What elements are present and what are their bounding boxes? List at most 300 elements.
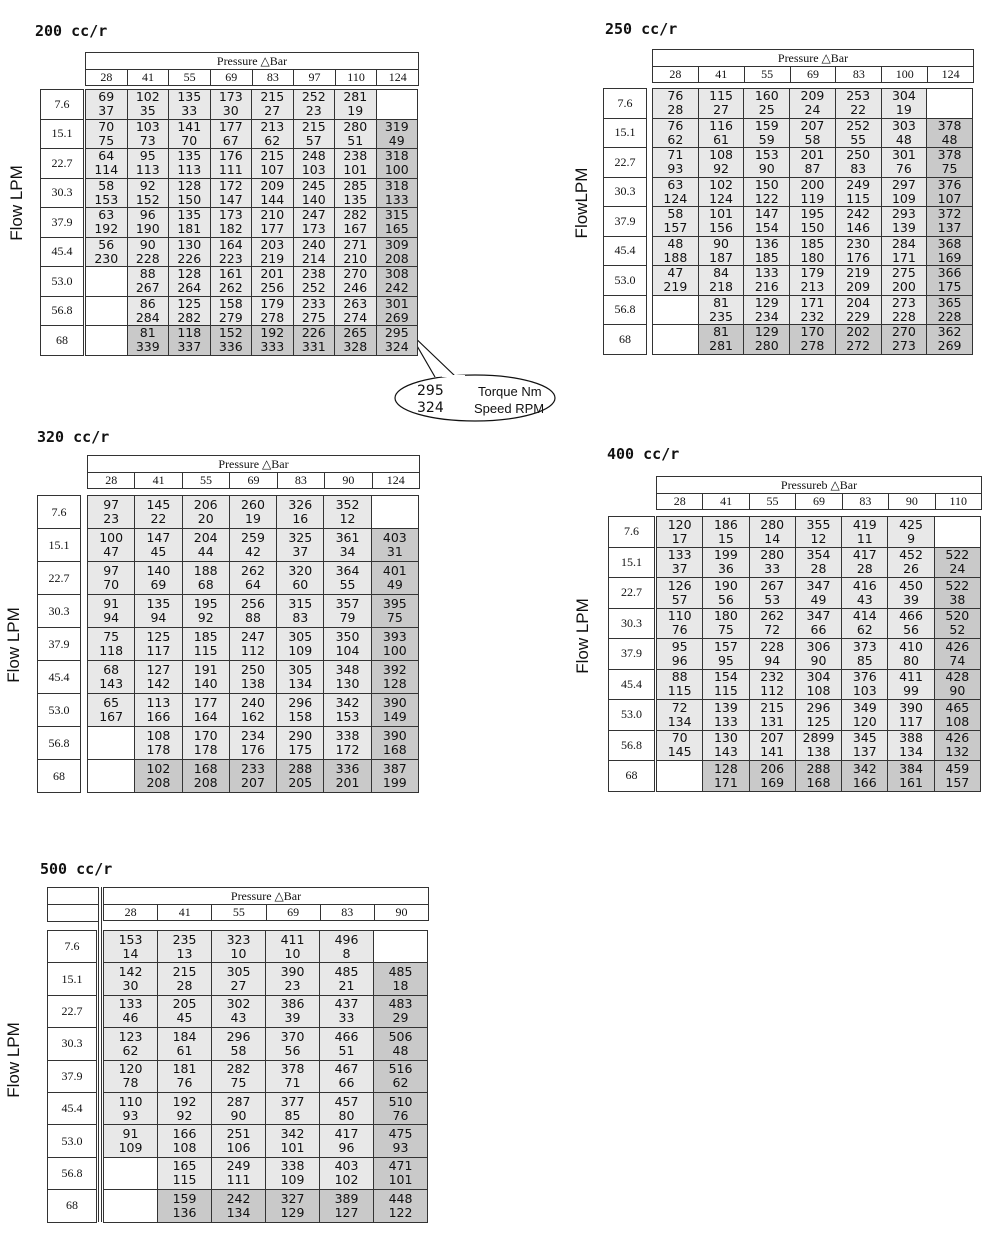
torque-speed-cell <box>211 179 253 209</box>
torque-speed-cell <box>266 1190 320 1222</box>
speed-value: 39 <box>284 1010 301 1026</box>
torque-value: 373 <box>852 638 877 654</box>
flow-axis-label: Flow LPM <box>4 607 23 683</box>
torque-value: 81 <box>713 324 729 340</box>
flow-row-header: 68 <box>38 760 80 793</box>
torque-value: 365 <box>937 294 962 310</box>
speed-value: 27 <box>230 978 247 994</box>
flow-row-header: 30.3 <box>48 1028 96 1060</box>
torque-value: 203 <box>260 236 285 252</box>
torque-value: 242 <box>846 206 871 222</box>
speed-value: 19 <box>347 103 364 119</box>
torque-value: 113 <box>146 695 171 710</box>
torque-value: 465 <box>945 699 970 715</box>
callout-torque-label: Torque Nm <box>478 384 542 399</box>
table-row <box>88 628 419 661</box>
speed-value: 48 <box>392 1042 409 1058</box>
torque-value: 195 <box>193 596 218 611</box>
torque-speed-cell <box>653 237 699 267</box>
torque-value: 179 <box>800 265 825 281</box>
torque-speed-cell <box>266 1061 320 1093</box>
torque-value: 287 <box>226 1093 251 1109</box>
flow-column <box>608 516 655 792</box>
speed-value: 80 <box>338 1107 355 1123</box>
torque-speed-cell <box>169 149 211 179</box>
speed-value: 228 <box>937 308 962 324</box>
torque-value: 522 <box>945 547 970 563</box>
torque-speed-cell <box>927 237 973 267</box>
torque-speed-cell <box>790 296 836 326</box>
torque-speed-cell <box>703 578 749 609</box>
torque-speed-cell <box>703 609 749 640</box>
torque-value: 133 <box>118 996 143 1012</box>
torque-speed-cell <box>88 628 135 661</box>
speed-value: 181 <box>177 221 202 237</box>
speed-value: 55 <box>850 131 867 147</box>
table-row <box>104 1028 428 1060</box>
torque-value: 172 <box>218 177 243 193</box>
torque-speed-cell <box>211 208 253 238</box>
torque-value: 168 <box>193 761 218 776</box>
empty-cell <box>653 296 699 326</box>
torque-speed-cell <box>377 326 419 356</box>
torque-value: 280 <box>760 516 785 532</box>
torque-value: 262 <box>241 563 265 578</box>
pressure-column-header: 124 <box>927 67 973 82</box>
speed-value: 75 <box>230 1075 247 1091</box>
speed-value: 55 <box>339 577 356 592</box>
torque-value: 228 <box>760 638 785 654</box>
speed-value: 228 <box>135 250 160 266</box>
torque-speed-cell <box>927 296 973 326</box>
speed-value: 156 <box>709 220 733 236</box>
torque-speed-cell <box>320 963 374 995</box>
torque-value: 176 <box>218 148 243 164</box>
empty-cell <box>88 727 135 760</box>
speed-value: 27 <box>264 103 281 119</box>
speed-value: 262 <box>218 280 243 296</box>
table-title: 500 cc/r <box>40 860 113 878</box>
table-row <box>657 670 981 701</box>
speed-value: 140 <box>301 191 326 207</box>
speed-value: 90 <box>230 1107 247 1123</box>
torque-value: 116 <box>709 117 733 133</box>
torque-speed-cell <box>266 931 320 963</box>
torque-value: 372 <box>937 206 962 222</box>
torque-value: 142 <box>118 964 143 980</box>
torque-value: 177 <box>193 695 218 710</box>
torque-speed-cell <box>703 731 749 762</box>
speed-value: 337 <box>177 339 202 355</box>
speed-value: 107 <box>937 190 962 206</box>
speed-value: 275 <box>301 309 326 325</box>
torque-value: 115 <box>709 88 733 104</box>
torque-value: 92 <box>139 177 156 193</box>
empty-cell <box>377 90 419 120</box>
torque-speed-cell <box>169 179 211 209</box>
speed-value: 281 <box>709 338 733 354</box>
torque-speed-cell <box>750 517 796 548</box>
speed-value: 85 <box>284 1107 301 1123</box>
torque-speed-cell <box>320 1061 374 1093</box>
speed-value: 111 <box>226 1172 251 1188</box>
torque-speed-cell <box>796 761 842 792</box>
torque-speed-cell <box>211 90 253 120</box>
speed-value: 83 <box>292 610 309 625</box>
torque-value: 185 <box>193 629 218 644</box>
speed-value: 37 <box>98 103 115 119</box>
torque-value: 102 <box>146 761 171 776</box>
speed-value: 125 <box>806 713 831 729</box>
speed-value: 45 <box>176 1010 193 1026</box>
torque-speed-cell <box>750 548 796 579</box>
torque-value: 352 <box>335 497 360 512</box>
speed-value: 90 <box>949 683 966 699</box>
speed-value: 53 <box>764 591 781 607</box>
torque-value: 522 <box>945 577 970 593</box>
torque-speed-cell <box>88 694 135 727</box>
torque-speed-cell <box>836 237 882 267</box>
pressure-column-header: 83 <box>835 67 881 82</box>
flow-row-header: 68 <box>609 761 654 792</box>
speed-value: 109 <box>288 643 313 658</box>
speed-value: 34 <box>339 544 356 559</box>
flow-row-header: 15.1 <box>41 120 83 150</box>
torque-speed-cell <box>212 931 266 963</box>
flow-row-header: 45.4 <box>48 1093 96 1125</box>
empty-cell <box>935 517 981 548</box>
torque-speed-cell <box>230 628 277 661</box>
torque-value: 270 <box>343 266 368 282</box>
pressure-column-header: 41 <box>698 67 744 82</box>
flow-axis-label: Flow LPM <box>573 598 592 674</box>
torque-speed-cell <box>86 120 128 150</box>
torque-value: 357 <box>335 596 360 611</box>
torque-speed-cell <box>653 119 699 149</box>
empty-cell <box>86 297 128 327</box>
speed-value: 114 <box>94 162 119 178</box>
torque-speed-cell <box>888 731 934 762</box>
speed-value: 68 <box>197 577 214 592</box>
torque-value: 392 <box>382 662 407 677</box>
pressure-column-header: 124 <box>372 473 419 488</box>
torque-value: 206 <box>193 497 218 512</box>
speed-value: 37 <box>292 544 309 559</box>
speed-value: 280 <box>754 338 779 354</box>
torque-speed-cell <box>377 238 419 268</box>
torque-value: 496 <box>334 931 359 947</box>
table-row <box>657 609 981 640</box>
table-row <box>653 119 973 149</box>
torque-speed-cell <box>266 963 320 995</box>
torque-value: 68 <box>103 662 120 677</box>
speed-value: 104 <box>335 643 360 658</box>
torque-value: 171 <box>800 294 825 310</box>
speed-value: 14 <box>764 530 781 546</box>
speed-value: 30 <box>222 103 239 119</box>
torque-speed-cell <box>266 1158 320 1190</box>
torque-speed-cell <box>104 1125 158 1157</box>
speed-value: 19 <box>245 511 261 526</box>
torque-speed-cell <box>750 578 796 609</box>
torque-value: 152 <box>218 325 243 341</box>
speed-value: 223 <box>218 250 243 266</box>
torque-value: 128 <box>713 760 738 776</box>
table-title: 400 cc/r <box>607 445 680 463</box>
torque-speed-cell <box>183 595 230 628</box>
torque-value: 262 <box>760 608 785 624</box>
speed-value: 273 <box>891 338 916 354</box>
torque-value: 76 <box>667 88 684 104</box>
torque-speed-cell <box>374 963 428 995</box>
torque-speed-cell <box>128 267 170 297</box>
torque-value: 457 <box>334 1093 359 1109</box>
speed-value: 112 <box>760 683 785 699</box>
torque-value: 506 <box>388 1028 413 1044</box>
flow-row-header: 53.0 <box>41 267 83 297</box>
speed-value: 35 <box>139 103 156 119</box>
speed-value: 90 <box>810 652 827 668</box>
flow-row-header: 45.4 <box>609 670 654 701</box>
torque-speed-cell <box>699 237 745 267</box>
speed-value: 38 <box>949 591 966 607</box>
speed-value: 57 <box>671 591 688 607</box>
torque-speed-cell <box>104 1093 158 1125</box>
pressure-column-header: 69 <box>229 473 276 488</box>
speed-value: 47 <box>103 544 120 559</box>
speed-value: 230 <box>94 250 119 266</box>
torque-value: 65 <box>103 695 120 710</box>
torque-speed-cell <box>372 529 419 562</box>
speed-value: 140 <box>193 676 218 691</box>
torque-value: 411 <box>280 931 305 947</box>
torque-value: 129 <box>754 294 779 310</box>
table-row <box>653 325 973 355</box>
speed-value: 108 <box>172 1140 197 1156</box>
speed-value: 139 <box>891 220 916 236</box>
speed-value: 232 <box>800 308 825 324</box>
torque-speed-cell <box>135 727 182 760</box>
torque-speed-cell <box>927 266 973 296</box>
torque-speed-cell <box>158 931 212 963</box>
flow-column <box>40 89 84 356</box>
speed-value: 157 <box>663 220 688 236</box>
torque-speed-cell <box>104 931 158 963</box>
speed-value: 228 <box>891 308 916 324</box>
torque-speed-cell <box>104 963 158 995</box>
torque-speed-cell <box>836 325 882 355</box>
torque-value: 135 <box>146 596 171 611</box>
torque-speed-cell <box>277 562 324 595</box>
torque-value: 306 <box>806 638 831 654</box>
torque-value: 240 <box>241 695 265 710</box>
torque-speed-cell <box>750 700 796 731</box>
torque-speed-cell <box>927 178 973 208</box>
torque-value: 342 <box>852 760 877 776</box>
speed-value: 208 <box>384 250 409 266</box>
speed-value: 118 <box>99 643 124 658</box>
table-row <box>86 149 418 179</box>
speed-value: 58 <box>230 1042 247 1058</box>
pressure-column-header: 28 <box>105 473 118 487</box>
flow-row-header: 56.8 <box>48 1158 96 1190</box>
speed-value: 162 <box>241 709 265 724</box>
speed-value: 73 <box>139 132 156 148</box>
torque-speed-cell <box>128 297 170 327</box>
speed-value: 147 <box>218 191 243 207</box>
speed-value: 75 <box>717 622 734 638</box>
torque-speed-cell <box>212 996 266 1028</box>
torque-speed-cell <box>230 496 277 529</box>
torque-speed-cell <box>158 1190 212 1222</box>
speed-value: 12 <box>339 511 356 526</box>
torque-value: 195 <box>800 206 825 222</box>
speed-value: 10 <box>284 945 301 961</box>
torque-speed-grid <box>103 930 428 1223</box>
flow-row-header: 30.3 <box>604 178 646 208</box>
torque-value: 301 <box>384 295 409 311</box>
speed-value: 166 <box>852 774 877 790</box>
torque-speed-cell <box>212 963 266 995</box>
table-row <box>86 208 418 238</box>
speed-value: 210 <box>343 250 368 266</box>
speed-value: 72 <box>764 622 781 638</box>
torque-value: 395 <box>382 596 407 611</box>
torque-speed-cell <box>703 639 749 670</box>
torque-speed-cell <box>135 694 182 727</box>
torque-value: 252 <box>301 89 326 105</box>
pressure-axis-label: Pressure △Bar <box>653 50 973 67</box>
torque-value: 282 <box>226 1061 251 1077</box>
speed-value: 256 <box>260 280 285 296</box>
pressure-column-header: 69 <box>795 494 841 509</box>
speed-value: 214 <box>301 250 326 266</box>
speed-value: 52 <box>949 622 966 638</box>
torque-speed-cell <box>169 120 211 150</box>
speed-value: 99 <box>903 683 919 699</box>
torque-value: 304 <box>891 88 916 104</box>
torque-speed-cell <box>212 1125 266 1157</box>
torque-value: 102 <box>709 176 733 192</box>
torque-value: 426 <box>945 730 970 746</box>
speed-value: 115 <box>713 683 738 699</box>
torque-speed-cell <box>128 149 170 179</box>
torque-value: 516 <box>388 1061 413 1077</box>
speed-value: 28 <box>856 561 873 577</box>
speed-value: 219 <box>260 250 285 266</box>
torque-speed-cell <box>252 208 294 238</box>
empty-cell <box>86 267 128 297</box>
speed-value: 122 <box>754 190 779 206</box>
torque-value: 110 <box>118 1093 143 1109</box>
torque-speed-cell <box>158 1093 212 1125</box>
torque-speed-cell <box>212 1158 266 1190</box>
torque-speed-cell <box>836 266 882 296</box>
speed-value: 18 <box>392 978 409 994</box>
torque-value: 110 <box>667 608 692 624</box>
speed-value: 75 <box>98 132 115 148</box>
torque-value: 459 <box>945 760 970 776</box>
speed-value: 284 <box>135 309 160 325</box>
torque-value: 327 <box>280 1190 305 1206</box>
speed-value: 127 <box>334 1204 359 1220</box>
flow-row-header: 56.8 <box>604 296 646 326</box>
torque-speed-cell <box>374 996 428 1028</box>
empty-cell <box>657 761 703 792</box>
torque-speed-cell <box>842 639 888 670</box>
torque-value: 354 <box>806 547 831 563</box>
torque-speed-cell <box>935 609 981 640</box>
torque-value: 390 <box>382 728 407 743</box>
torque-speed-cell <box>935 548 981 579</box>
flow-row-header: 22.7 <box>609 578 654 609</box>
torque-value: 128 <box>177 266 202 282</box>
pressure-column-header: 55 <box>168 70 210 85</box>
speed-value: 100 <box>384 162 409 178</box>
torque-speed-cell <box>888 548 934 579</box>
torque-value: 81 <box>713 294 729 310</box>
torque-speed-cell <box>703 548 749 579</box>
torque-value: 125 <box>177 295 202 311</box>
torque-value: 419 <box>852 516 877 532</box>
torque-speed-cell <box>888 609 934 640</box>
torque-value: 250 <box>846 147 871 163</box>
speed-value: 103 <box>301 162 326 178</box>
torque-speed-cell <box>324 529 371 562</box>
torque-value: 336 <box>335 761 360 776</box>
torque-speed-cell <box>277 595 324 628</box>
pressure-column-header: 55 <box>211 905 265 920</box>
torque-speed-cell <box>935 670 981 701</box>
speed-value: 133 <box>713 713 738 729</box>
torque-value: 90 <box>139 236 156 252</box>
torque-value: 219 <box>846 265 871 281</box>
torque-value: 58 <box>98 177 115 193</box>
torque-value: 141 <box>177 118 202 134</box>
table-row <box>653 296 973 326</box>
torque-value: 170 <box>193 728 218 743</box>
speed-value: 333 <box>260 339 285 355</box>
pressure-column-header: 55 <box>749 494 795 509</box>
torque-value: 281 <box>343 89 368 105</box>
speed-value: 172 <box>335 742 360 757</box>
torque-value: 296 <box>288 695 313 710</box>
torque-value: 201 <box>800 147 825 163</box>
torque-value: 48 <box>667 235 684 251</box>
torque-speed-cell <box>372 562 419 595</box>
torque-value: 290 <box>288 728 313 743</box>
torque-value: 71 <box>667 147 684 163</box>
torque-speed-cell <box>374 1061 428 1093</box>
torque-speed-cell <box>790 148 836 178</box>
torque-speed-cell <box>703 700 749 731</box>
speed-value: 76 <box>176 1075 193 1091</box>
speed-value: 226 <box>177 250 202 266</box>
torque-value: 510 <box>388 1093 413 1109</box>
torque-speed-cell <box>86 179 128 209</box>
torque-speed-cell <box>699 89 745 119</box>
torque-value: 63 <box>98 207 115 223</box>
table-row <box>86 179 418 209</box>
torque-value: 296 <box>226 1028 251 1044</box>
table-row <box>657 517 981 548</box>
flow-row-header: 53.0 <box>48 1125 96 1157</box>
torque-speed-cell <box>882 296 928 326</box>
speed-value: 95 <box>717 652 734 668</box>
double-rule <box>98 887 102 1222</box>
torque-speed-cell <box>294 238 336 268</box>
torque-value: 387 <box>382 761 407 776</box>
